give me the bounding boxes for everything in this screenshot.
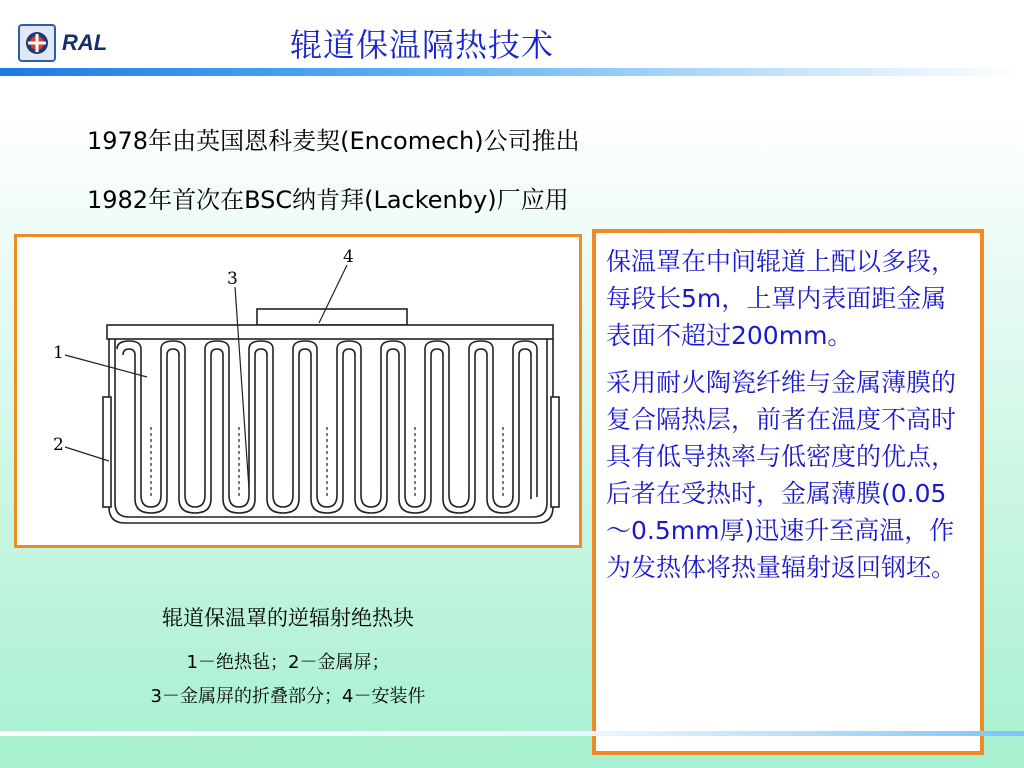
figure-caption: 辊道保温罩的逆辐射绝热块	[162, 606, 414, 630]
logo	[18, 24, 107, 62]
footer-divider	[0, 731, 1024, 736]
intro-line-2: 1982年首次在BSC纳肯拜(Lackenby)厂应用	[87, 186, 569, 214]
figure-label-1: 1	[53, 343, 64, 363]
info-paragraph-1: 保温罩在中间辊道上配以多段，每段长5m，上罩内表面距金属表面不超过200mm。	[606, 247, 957, 350]
page-title: 辊道保温隔热技术	[290, 26, 555, 64]
insulation-diagram	[14, 234, 582, 548]
logo-text: RAL	[62, 30, 108, 55]
intro-line-1: 1978年由英国恩科麦契(Encomech)公司推出	[87, 127, 580, 155]
info-paragraph-2: 采用耐火陶瓷纤维与金属薄膜的复合隔热层，前者在温度不高时具有低导热率与低密度的优点，后者在受热时，金属薄膜(0.05～0.5mm厚)迅速升至高温，作为发热体将热量辐射返回钢坯。	[606, 368, 957, 582]
figure-legend-2: 3－金属屏的折叠部分；4－安装件	[150, 686, 426, 707]
figure-label-3: 3	[227, 269, 238, 289]
figure-label-4: 4	[343, 247, 354, 267]
header-divider	[0, 68, 1024, 76]
figure-legend-1: 1－绝热毡；2－金属屏；	[186, 652, 390, 673]
logo-icon	[18, 24, 56, 62]
info-box	[592, 229, 984, 755]
figure-label-2: 2	[53, 435, 64, 455]
